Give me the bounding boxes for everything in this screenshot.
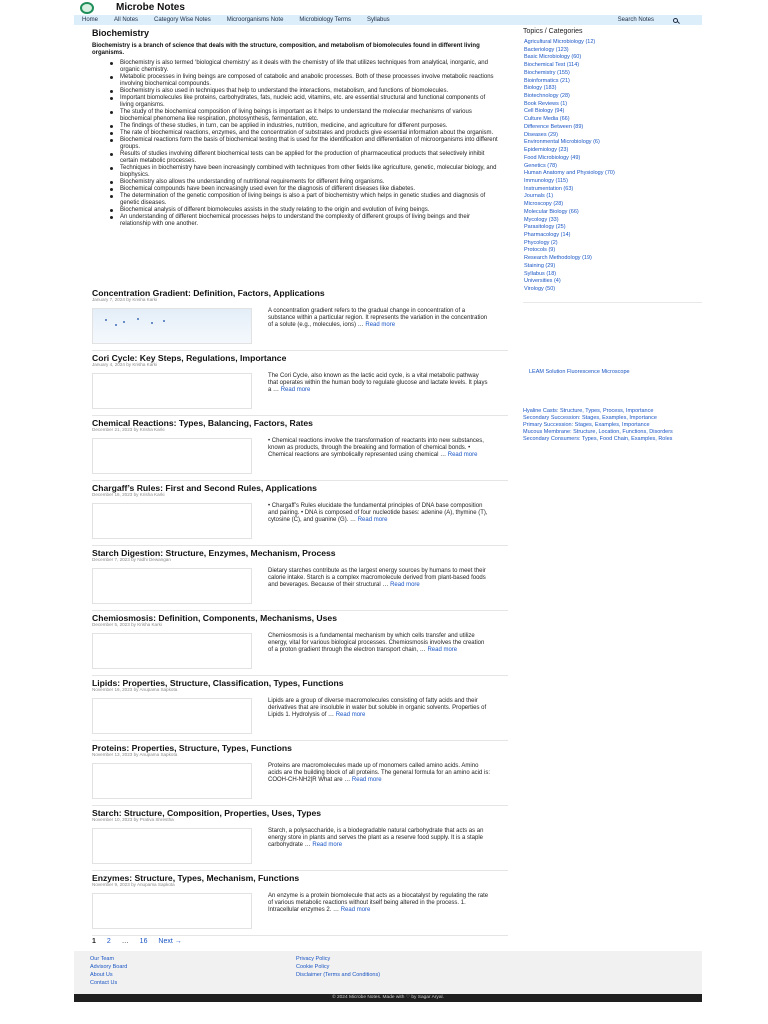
category-link[interactable]: Virology (50) bbox=[524, 286, 556, 292]
read-more-link[interactable]: Read more bbox=[351, 777, 382, 783]
category-link[interactable]: Human Anatomy and Physiology (70) bbox=[524, 170, 615, 177]
category-link[interactable]: Instrumentation (63) bbox=[524, 185, 574, 192]
read-more-link[interactable]: Read more bbox=[357, 517, 388, 523]
category-link[interactable]: Biochemical Test (114) bbox=[524, 62, 580, 69]
site-header bbox=[74, 0, 702, 15]
category-link[interactable]: Epidemiology (23) bbox=[524, 147, 569, 154]
article-title[interactable]: Proteins: Properties, Structure, Types, Functions bbox=[92, 743, 292, 753]
category-link[interactable]: Biology (183) bbox=[524, 85, 557, 92]
article-card bbox=[92, 806, 508, 871]
article-excerpt bbox=[268, 893, 490, 914]
nav-item-home[interactable]: Home bbox=[82, 17, 99, 23]
category-link[interactable]: Book Reviews (1) bbox=[524, 100, 568, 107]
bullet-item: Biochemical compounds have been increasingly used even for the diagnosis of different diseases like diabetes. bbox=[110, 186, 498, 193]
nav-item-category-wise-notes[interactable]: Category Wise Notes bbox=[154, 17, 211, 23]
excerpt-text: Starch, a polysaccharide, is a biodegradable natural carbohydrate that acts as an energy store in plants and serves the plant as a reserve food supply. It is a staple carbohydrate … bbox=[268, 828, 484, 848]
category-link[interactable]: Basic Microbiology (60) bbox=[524, 54, 582, 61]
article-meta: December 16, 2023 by Krisha Karki bbox=[92, 492, 165, 497]
excerpt-text: Dietary starches contribute as the largest energy sources by humans to meet their calorie intake. Starch is a complex macromolecule derived from plant-based foods and beverages. Because of their structural … bbox=[268, 568, 486, 588]
site-wrapper bbox=[74, 0, 702, 1024]
article-title[interactable]: Starch Digestion: Structure, Enzymes, Mechanism, Process bbox=[92, 548, 336, 558]
category-link[interactable]: Genetics (78) bbox=[524, 162, 558, 169]
site-footer bbox=[74, 951, 702, 994]
category-link[interactable]: Difference Between (89) bbox=[524, 123, 584, 130]
read-more-link[interactable]: Read more bbox=[335, 712, 366, 718]
article-meta: December 21, 2023 by Krisha Karki bbox=[92, 427, 165, 432]
category-link[interactable]: Molecular Biology (66) bbox=[524, 208, 579, 215]
category-link[interactable]: Phycology (2) bbox=[524, 239, 558, 246]
article-meta: December 7, 2023 by Nidhi Dewangan bbox=[92, 557, 171, 562]
article-thumbnail[interactable] bbox=[92, 828, 252, 864]
recent-post-link[interactable]: Primary Succession: Stages, Examples, Importance bbox=[523, 422, 650, 428]
excerpt-text: Chemiosmosis is a fundamental mechanism by which cells transfer and utilize energy, vital for various biological processes. Chemiosmosis involves the creation of a proton gradient through the electron transport chain, … bbox=[268, 633, 485, 653]
category-intro: Biochemistry is a branch of science that deals with the structure, composition, and metabolism of biomolecules found in different living organisms. bbox=[92, 43, 480, 56]
site-title[interactable]: Microbe Notes bbox=[116, 2, 185, 13]
article-excerpt bbox=[268, 633, 490, 654]
footer-links-right bbox=[296, 955, 380, 979]
article-thumbnail[interactable] bbox=[92, 438, 252, 474]
excerpt-text: • Chemical reactions involve the transformation of reactants into new substances, known as products, through the breaking and formation of chemical bonds. • Chemical reactions are symbolically represented using chemical … bbox=[268, 438, 484, 458]
article-meta: November 16, 2023 by Anupama Sapkota bbox=[92, 687, 178, 692]
category-link[interactable]: Food Microbiology (49) bbox=[524, 154, 581, 161]
category-link[interactable]: Environmental Microbiology (6) bbox=[524, 139, 600, 146]
article-title[interactable]: Chemiosmosis: Definition, Components, Mechanisms, Uses bbox=[92, 613, 337, 623]
bullet-item: The determination of the genetic composition of living beings is also a part of biochemistry which helps in genetic studies and diagnosis of genetic diseases. bbox=[110, 193, 498, 207]
category-link[interactable]: Cell Biology (94) bbox=[524, 108, 565, 115]
category-link[interactable]: Biochemistry (155) bbox=[524, 69, 570, 76]
bullet-item: Important biomolecules like proteins, carbohydrates, fats, nucleic acid, vitamins, etc. are essential structural and functional components of living organisms. bbox=[110, 95, 498, 109]
article-excerpt bbox=[268, 438, 490, 459]
category-link[interactable]: Parasitology (25) bbox=[524, 224, 566, 231]
footer-link-our-team[interactable]: Our Team bbox=[90, 956, 115, 962]
bullet-item: An understanding of different biochemical processes helps to understand the complexity of different groups of living beings and their relationship with one another. bbox=[110, 214, 498, 228]
next-page-link[interactable]: Next → bbox=[158, 938, 182, 945]
copyright-bar: © 2024 Microbe Notes. Made with ♡ by Sagar Aryal. bbox=[74, 994, 702, 1002]
bullet-item: The study of the biochemical composition of living beings is important as it helps to understand the molecular mechanisms of various biochemical phenomena like respiration, photosynthesis, fermentation, etc. bbox=[110, 109, 498, 123]
category-link[interactable]: Staining (29) bbox=[524, 262, 556, 269]
article-card bbox=[92, 351, 508, 416]
article-title[interactable]: Concentration Gradient: Definition, Factors, Applications bbox=[92, 288, 325, 298]
category-list bbox=[523, 39, 702, 294]
excerpt-text: • Chargaff’s Rules elucidate the fundamental principles of DNA base composition and pairing. • DNA is composed of four nucleotide bases: adenine (A), thymine (T), cytosine (C), and guanine (G). … bbox=[268, 503, 488, 523]
article-card bbox=[92, 416, 508, 481]
category-link[interactable]: Mycology (33) bbox=[524, 216, 559, 223]
search-icon bbox=[673, 18, 678, 23]
recent-post-link[interactable]: Secondary Succession: Stages, Examples, Importance bbox=[523, 415, 657, 421]
category-link[interactable]: Immunology (115) bbox=[524, 177, 568, 184]
article-card bbox=[92, 676, 508, 741]
category-link[interactable]: Protocols (9) bbox=[524, 247, 556, 254]
recent-posts-list bbox=[523, 408, 702, 443]
article-list bbox=[92, 286, 508, 936]
article-excerpt bbox=[268, 698, 490, 719]
page-current: 1 bbox=[92, 938, 96, 945]
recent-post-link[interactable]: Secondary Consumers: Types, Food Chain, Examples, Roles bbox=[523, 436, 673, 442]
article-excerpt bbox=[268, 373, 490, 394]
category-link[interactable]: Research Methodology (19) bbox=[524, 255, 592, 262]
read-more-link[interactable]: Read more bbox=[390, 582, 420, 588]
category-link[interactable]: Diseases (29) bbox=[524, 131, 558, 138]
article-thumbnail[interactable] bbox=[92, 568, 252, 604]
bullet-item: Metabolic processes in living beings are composed of catabolic and anabolic processes. Both of these processes involve metabolic reactions involving biochemical compounds. bbox=[110, 74, 498, 88]
main-navigation bbox=[74, 15, 702, 25]
article-thumbnail[interactable] bbox=[92, 308, 252, 344]
category-link[interactable]: Bacteriology (123) bbox=[524, 46, 569, 53]
bullet-item: Biochemistry is also termed ‘biological chemistry’ as it deals with the chemistry of life that utilizes techniques from analytical, inorganic, and organic chemistry. bbox=[110, 60, 498, 74]
read-more-link[interactable]: Read more bbox=[340, 907, 371, 913]
article-excerpt bbox=[268, 308, 490, 329]
category-link[interactable]: Biotechnology (28) bbox=[524, 93, 570, 100]
article-title[interactable]: Lipids: Properties, Structure, Classification, Types, Functions bbox=[92, 678, 344, 688]
recent-post-link[interactable]: Mucous Membrane: Structure, Location, Functions, Disorders bbox=[523, 429, 673, 435]
article-card bbox=[92, 286, 508, 351]
excerpt-text: Proteins are macromolecules made up of monomers called amino acids. Amino acids are the building block of all proteins. The general formula for an amino acid is: COOH-CH-NH2|R What are … bbox=[268, 763, 491, 783]
nav-item-microbiology-terms[interactable]: Microbiology Terms bbox=[299, 17, 351, 23]
category-link[interactable]: Journals (1) bbox=[524, 193, 554, 200]
page-link-2[interactable]: 2 bbox=[106, 938, 111, 945]
search-notes-label: Search Notes bbox=[617, 17, 654, 23]
article-meta: January 4, 2024 by Krisha Karki bbox=[92, 362, 158, 367]
category-description bbox=[92, 28, 508, 228]
bullet-item: Biochemical reactions form the basis of biochemical testing that is used for the identification and differentiation of microorganisms into different groups. bbox=[110, 137, 498, 151]
category-link[interactable]: Universities (4) bbox=[524, 278, 561, 285]
article-excerpt bbox=[268, 568, 490, 589]
article-thumbnail[interactable] bbox=[92, 763, 252, 799]
article-thumbnail[interactable] bbox=[92, 698, 252, 734]
nav-item-all-notes[interactable]: All Notes bbox=[114, 17, 139, 23]
footer-links-left bbox=[90, 955, 127, 987]
bullet-item: Biochemical analysis of different biomolecules assists in the study relating to the origin and evolution of living beings. bbox=[110, 207, 498, 214]
category-link[interactable]: Syllabus (18) bbox=[524, 270, 557, 277]
nav-item-syllabus[interactable]: Syllabus bbox=[366, 17, 390, 23]
article-meta: December 5, 2023 by Krisha Karki bbox=[92, 622, 162, 627]
category-link[interactable]: Agricultural Microbiology (12) bbox=[524, 39, 596, 45]
read-more-link[interactable]: Read more bbox=[312, 842, 343, 848]
article-thumbnail[interactable] bbox=[92, 893, 252, 929]
read-more-link[interactable]: Read more bbox=[447, 452, 478, 458]
page-link-16[interactable]: 16 bbox=[139, 938, 148, 945]
article-excerpt bbox=[268, 763, 490, 784]
sidebar-title: Topics / Categories bbox=[523, 28, 583, 35]
article-excerpt bbox=[268, 503, 490, 524]
category-link[interactable]: Pharmacology (14) bbox=[524, 231, 571, 238]
excerpt-text: Lipids are a group of diverse macromolecules consisting of fatty acids and their derivatives that are insoluble in water but soluble in organic solvents. Properties of Lipids 1. Hydrolysis of … bbox=[268, 698, 487, 718]
excerpt-text: An enzyme is a protein biomolecule that acts as a biocatalyst by regulating the rate of various metabolic reactions without itself being altered in the process. 1. Intracellular enzymes 2. … bbox=[268, 893, 489, 913]
article-meta: January 7, 2024 by Krisha Karki bbox=[92, 297, 158, 302]
footer-link-cookie-policy[interactable]: Cookie Policy bbox=[296, 964, 330, 970]
article-card bbox=[92, 611, 508, 676]
bullet-item: The findings of these studies, in turn, can be applied in industries, nutrition, medicine, and agriculture for different purposes. bbox=[110, 123, 498, 130]
article-card bbox=[92, 546, 508, 611]
search-notes-button[interactable] bbox=[618, 17, 694, 23]
article-title[interactable]: Chargaff’s Rules: First and Second Rules, Applications bbox=[92, 483, 317, 493]
bullet-item: Biochemistry also allows the understanding of nutritional requirements for different living organisms. bbox=[110, 179, 498, 186]
article-title[interactable]: Chemical Reactions: Types, Balancing, Factors, Rates bbox=[92, 418, 313, 428]
article-thumbnail[interactable] bbox=[92, 373, 252, 409]
read-more-link[interactable]: Read more bbox=[280, 387, 311, 393]
footer-link-disclaimer[interactable]: Disclaimer (Terms and Conditions) bbox=[296, 972, 381, 978]
recent-post-link[interactable]: Hyaline Casts: Structure, Types, Process, Importance bbox=[523, 408, 654, 414]
read-more-link[interactable]: Read more bbox=[365, 322, 396, 328]
footer-link-privacy-policy[interactable]: Privacy Policy bbox=[296, 956, 331, 962]
article-card bbox=[92, 741, 508, 806]
article-title[interactable]: Cori Cycle: Key Steps, Regulations, Importance bbox=[92, 353, 287, 363]
category-link[interactable]: Microscopy (28) bbox=[524, 201, 564, 208]
article-thumbnail[interactable] bbox=[92, 503, 252, 539]
category-link[interactable]: Bioinformatics (21) bbox=[524, 77, 570, 84]
sidebar bbox=[523, 28, 702, 442]
article-card bbox=[92, 871, 508, 936]
page-title: Biochemistry bbox=[92, 28, 150, 38]
article-meta: November 9, 2023 by Anupama Sapkota bbox=[92, 882, 175, 887]
article-title[interactable]: Enzymes: Structure, Types, Mechanism, Functions bbox=[92, 873, 300, 883]
bullet-item: Techniques in biochemistry have been increasingly combined with techniques from other fields like agriculture, genetic, molecular biology, and biophysics. bbox=[110, 165, 498, 179]
category-bullet-list bbox=[92, 60, 498, 228]
page-ellipsis: … bbox=[121, 938, 129, 945]
microbe-logo-icon[interactable] bbox=[80, 2, 94, 14]
bullet-item: Results of studies involving different biochemical tests can be applied for the production of pharmaceutical products that selectively inhibit certain metabolic processes. bbox=[110, 151, 498, 165]
footer-link-contact-us[interactable]: Contact Us bbox=[90, 980, 118, 986]
article-card bbox=[92, 481, 508, 546]
article-title[interactable]: Starch: Structure, Composition, Properties, Uses, Types bbox=[92, 808, 322, 818]
sidebar-divider bbox=[523, 302, 702, 303]
bullet-item: Biochemistry is also used in techniques that help to understand the interactions, metabolism, and functions of biomolecules. bbox=[110, 88, 498, 95]
article-meta: November 13, 2023 by Anupama Sapkota bbox=[92, 752, 178, 757]
article-excerpt bbox=[268, 828, 490, 849]
excerpt-text: The Cori Cycle, also known as the lactic acid cycle, is a vital metabolic pathway that operates within the human body to regulate glucose and lactate levels. It plays a … bbox=[268, 373, 488, 393]
category-link[interactable]: Culture Media (66) bbox=[524, 116, 570, 123]
read-more-link[interactable]: Read more bbox=[427, 647, 458, 653]
excerpt-text: A concentration gradient refers to the gradual change in concentration of a substance within a particular region. It represents the variation in the concentration of a solute (e.g., molecules, ions) … bbox=[268, 308, 488, 328]
sponsored-link[interactable]: LEAM Solution Fluorescence Microscope bbox=[529, 369, 630, 375]
footer-link-advisory-board[interactable]: Advisory Board bbox=[90, 964, 128, 970]
article-thumbnail[interactable] bbox=[92, 633, 252, 669]
bullet-item: The rate of biochemical reactions, enzymes, and the concentration of substrates and products give essential information about the organism. bbox=[110, 130, 498, 137]
footer-link-about-us[interactable]: About Us bbox=[90, 972, 113, 978]
nav-item-microorganisms-note[interactable]: Microorganisms Note bbox=[226, 17, 284, 23]
article-meta: November 10, 2023 by Prativa Shrestha bbox=[92, 817, 174, 822]
pagination bbox=[92, 938, 191, 945]
